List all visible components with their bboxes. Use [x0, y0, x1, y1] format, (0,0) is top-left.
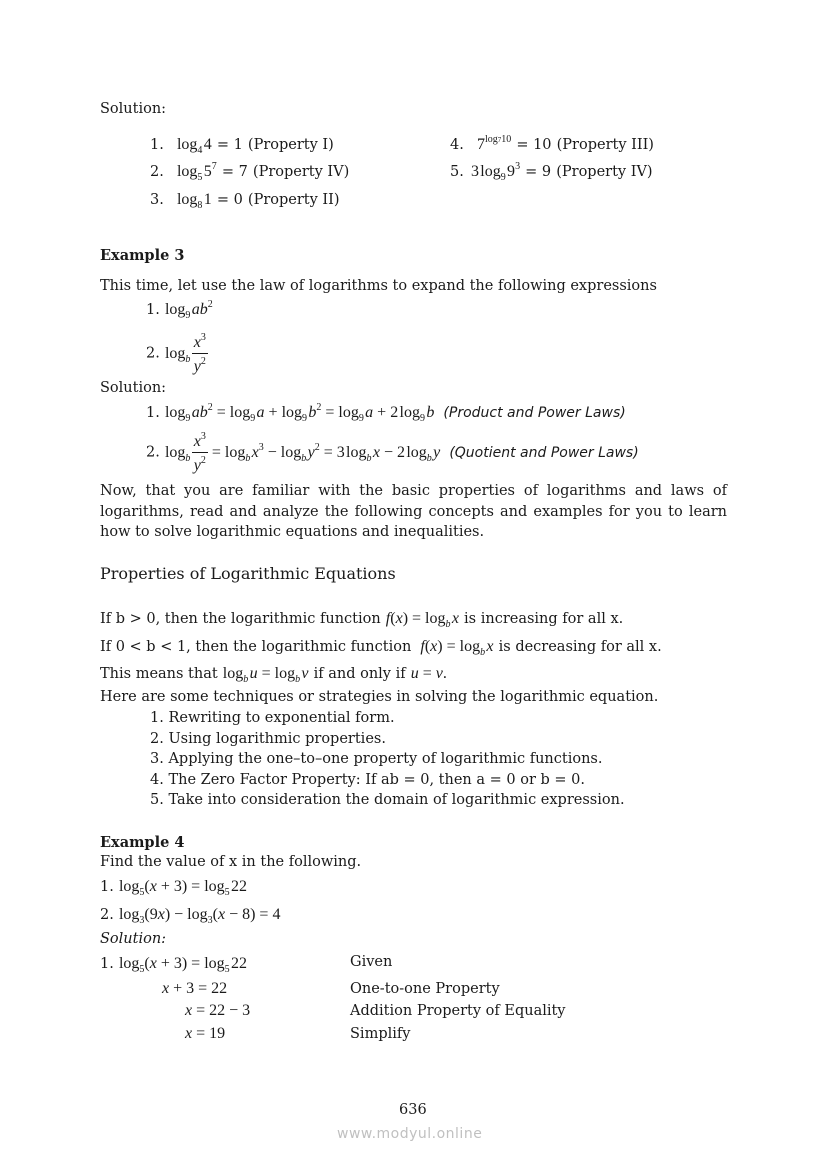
technique-item: 4. The Zero Factor Property: If ab = 0, then a = 0 or b = 0. — [150, 772, 585, 788]
solution-step-addition: x = 22 − 3 — [185, 1002, 251, 1019]
example-3-expression-1: 1. $\log_9$ $ab^2$ — [146, 299, 213, 321]
page-number: 636 — [399, 1102, 427, 1118]
property-line-decreasing: If 0 < b < 1, then the logarithmic function $f(x) = \log_b$ x is decreasing for all x. — [100, 638, 662, 658]
example-3-closing-paragraph: Now, that you are familiar with the basic properties of logarithms and laws of logarithms, read and analyze the following concepts and examples for you to learn how to solve logarithmic equations and inequalities. — [100, 483, 727, 540]
property-item-3: 3. $\log_8$ 1 = 0 (Property II) — [150, 191, 340, 211]
example-4-title: Example 4 — [100, 834, 185, 851]
technique-item: 5. Take into consideration the domain of logarithmic expression. — [150, 792, 625, 808]
technique-item: 3. Applying the one–to–one property of logarithmic functions. — [150, 751, 603, 767]
example-4-equation-1: 1. $\log_5(x + 3) = \log_5$ 22 — [100, 878, 247, 898]
property-item-4: 4. $7^{log710} = 10$ (Property III) — [450, 134, 654, 153]
watermark: www.modyul.online — [337, 1126, 483, 1142]
property-item-5: 5. 3 $\log_9$ $9^3 = 9$ (Property IV) — [450, 161, 653, 183]
example-3-solution-label: Solution: — [100, 380, 167, 396]
properties-heading: Properties of Logarithmic Equations — [100, 564, 396, 583]
example-3-expression-2: 2. $\log_b$ $\frac{x^3}{y^2}$ — [146, 332, 206, 375]
technique-item: 2. Using logarithmic properties. — [150, 731, 386, 747]
example-3-title: Example 3 — [100, 247, 185, 264]
step-reason: Given — [350, 954, 393, 970]
solution-step-simplify: x = 19 — [185, 1025, 226, 1042]
example-4-equation-2: 2. $\log_3(9x) - \log_3(x - 8) = 4$ — [100, 906, 281, 926]
example-4-intro: Find the value of x in the following. — [100, 854, 362, 870]
example-3-solution-2: 2. $\log_b$ $\frac{x^3}{y^2}$ = $\log_b$ $x^3 - \log_b$ $y^2 = 3$ $\log_b$ x − 2 $\log_b$ y (Quotient and Power Laws) — [146, 431, 639, 474]
example-4-solution-label: Solution: — [100, 931, 167, 947]
step-reason: One-to-one Property — [350, 981, 500, 997]
solution-step-one-to-one: x + 3 = 22 — [162, 980, 228, 997]
property-line-increasing: If b > 0, then the logarithmic function $f(x) = \log_b$ x is increasing for all x. — [100, 610, 624, 630]
property-line-one-to-one: This means that $\log_b$ $u = \log_b$ v if and only if u = v. — [100, 665, 447, 685]
example-3-intro: This time, let use the law of logarithms to expand the following expressions — [100, 278, 657, 294]
solution-step-given: 1. $\log_5(x + 3) = \log_5$ 22 — [100, 955, 247, 975]
solution-label: Solution: — [100, 101, 167, 117]
techniques-intro: Here are some techniques or strategies in solving the logarithmic equation. — [100, 689, 659, 705]
step-reason: Simplify — [350, 1026, 411, 1042]
technique-item: 1. Rewriting to exponential form. — [150, 710, 395, 726]
example-3-solution-1: 1. $\log_9$ $ab^2 = \log_9$ $a + \log_9$ $b^2 = \log_9$ a + 2 $\log_9$ b (Product and Power Laws) — [146, 402, 626, 424]
property-item-1: 1. $\log_4$ 4 = 1 (Property I) — [150, 136, 334, 156]
property-item-2: 2. $\log_5$ $5^7 = 7$ (Property IV) — [150, 161, 350, 183]
step-reason: Addition Property of Equality — [350, 1003, 566, 1019]
